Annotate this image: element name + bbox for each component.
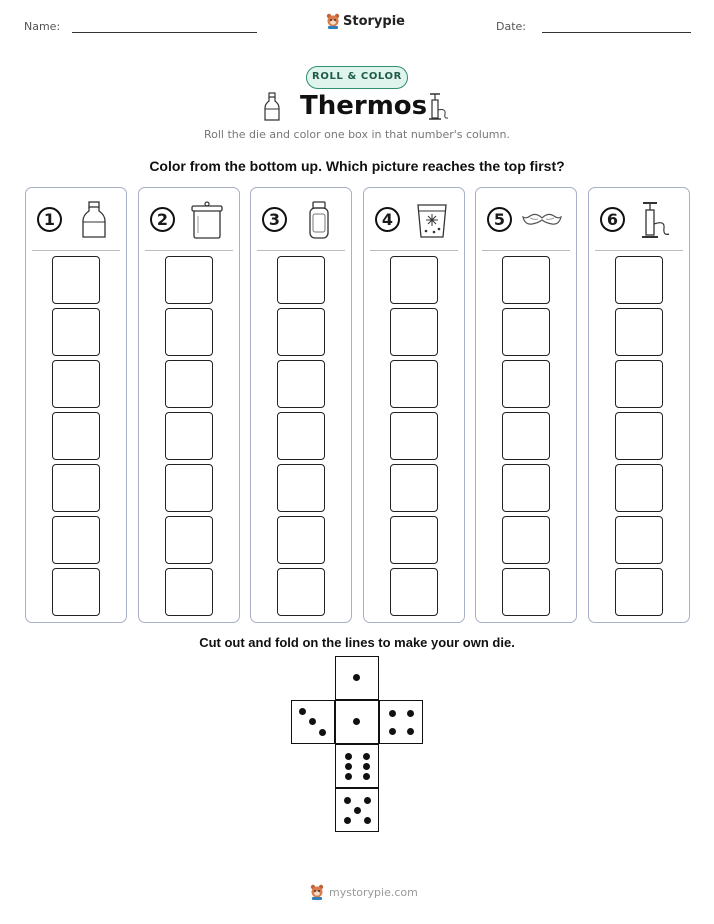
color-box[interactable] — [390, 256, 438, 304]
mustache-icon — [520, 200, 564, 240]
column-divider — [257, 250, 345, 251]
column-3 — [250, 187, 352, 623]
die-pip — [354, 807, 361, 814]
die-face-4 — [379, 700, 423, 744]
die-instruction: Cut out and fold on the lines to make your own die. — [199, 635, 515, 650]
color-box[interactable] — [277, 412, 325, 460]
footer — [310, 884, 418, 900]
die-pip — [344, 817, 351, 824]
color-box[interactable] — [165, 568, 213, 616]
bottle-icon — [299, 200, 339, 240]
date-label: Date: — [496, 20, 526, 33]
name-line[interactable] — [72, 32, 257, 33]
ice-cup-icon — [412, 200, 452, 240]
column-1 — [25, 187, 127, 623]
milk-bottle-icon — [74, 200, 114, 240]
die-face-6 — [335, 744, 379, 788]
color-box[interactable] — [615, 412, 663, 460]
color-box[interactable] — [390, 464, 438, 512]
subtitle: Roll the die and color one box in that number's column. — [204, 128, 510, 141]
color-box[interactable] — [52, 360, 100, 408]
die-pip — [309, 718, 316, 725]
color-box[interactable] — [52, 516, 100, 564]
color-box[interactable] — [165, 256, 213, 304]
column-number: 5 — [487, 207, 512, 232]
color-box[interactable] — [165, 412, 213, 460]
color-box[interactable] — [277, 568, 325, 616]
jar-icon — [187, 200, 227, 240]
color-box[interactable] — [277, 360, 325, 408]
color-box[interactable] — [502, 308, 550, 356]
date-line[interactable] — [542, 32, 691, 33]
die-face-3 — [291, 700, 335, 744]
color-box[interactable] — [52, 464, 100, 512]
die-face-5 — [335, 788, 379, 832]
die-pip — [407, 710, 414, 717]
color-box[interactable] — [277, 516, 325, 564]
color-box[interactable] — [502, 360, 550, 408]
column-4 — [363, 187, 465, 623]
column-divider — [32, 250, 120, 251]
column-divider — [145, 250, 233, 251]
column-divider — [595, 250, 683, 251]
color-box[interactable] — [277, 256, 325, 304]
color-box[interactable] — [52, 568, 100, 616]
die-pip — [364, 797, 371, 804]
color-box[interactable] — [390, 360, 438, 408]
color-box[interactable] — [165, 360, 213, 408]
die-face-1-top — [335, 656, 379, 700]
pump-icon — [428, 92, 450, 122]
color-box[interactable] — [165, 516, 213, 564]
die-pip — [344, 797, 351, 804]
color-box[interactable] — [615, 568, 663, 616]
die-pip — [299, 708, 306, 715]
color-box[interactable] — [390, 412, 438, 460]
die-pip — [353, 674, 360, 681]
die-face-1-center — [335, 700, 379, 744]
color-box[interactable] — [52, 412, 100, 460]
die-pip — [363, 773, 370, 780]
color-box[interactable] — [52, 256, 100, 304]
column-divider — [482, 250, 570, 251]
column-number: 6 — [600, 207, 625, 232]
color-box[interactable] — [502, 412, 550, 460]
brand-name: Storypie — [343, 13, 405, 29]
color-box[interactable] — [615, 308, 663, 356]
die-pip — [364, 817, 371, 824]
column-divider — [370, 250, 458, 251]
die-pip — [345, 753, 352, 760]
color-box[interactable] — [615, 516, 663, 564]
column-number: 2 — [150, 207, 175, 232]
color-box[interactable] — [165, 308, 213, 356]
column-2 — [138, 187, 240, 623]
die-pip — [389, 728, 396, 735]
die-pip — [353, 718, 360, 725]
footer-url[interactable]: mystorypie.com — [329, 885, 418, 899]
color-box[interactable] — [502, 464, 550, 512]
die-pip — [363, 763, 370, 770]
column-5 — [475, 187, 577, 623]
column-number: 1 — [37, 207, 62, 232]
die-pip — [363, 753, 370, 760]
pump-icon — [637, 200, 677, 240]
die-pip — [389, 710, 396, 717]
color-box[interactable] — [52, 308, 100, 356]
roll-and-color-badge: ROLL & COLOR — [306, 66, 408, 89]
color-box[interactable] — [277, 464, 325, 512]
column-number: 4 — [375, 207, 400, 232]
color-box[interactable] — [390, 516, 438, 564]
die-pip — [345, 773, 352, 780]
column-number: 3 — [262, 207, 287, 232]
color-box[interactable] — [390, 568, 438, 616]
storypie-bear-icon — [310, 884, 324, 900]
die-pip — [345, 763, 352, 770]
column-6 — [588, 187, 690, 623]
instruction: Color from the bottom up. Which picture reaches the top first? — [149, 158, 565, 174]
color-box[interactable] — [502, 256, 550, 304]
color-box[interactable] — [390, 308, 438, 356]
milk-bottle-icon — [264, 92, 280, 122]
name-label: Name: — [24, 20, 61, 33]
page-title: Thermos — [300, 91, 428, 121]
color-box[interactable] — [615, 360, 663, 408]
color-box[interactable] — [615, 256, 663, 304]
die-pip — [407, 728, 414, 735]
color-box[interactable] — [502, 516, 550, 564]
color-box[interactable] — [277, 308, 325, 356]
color-box[interactable] — [502, 568, 550, 616]
die-pip — [319, 729, 326, 736]
color-box[interactable] — [615, 464, 663, 512]
color-box[interactable] — [165, 464, 213, 512]
storypie-bear-icon — [326, 13, 340, 29]
brand-logo — [326, 13, 405, 29]
